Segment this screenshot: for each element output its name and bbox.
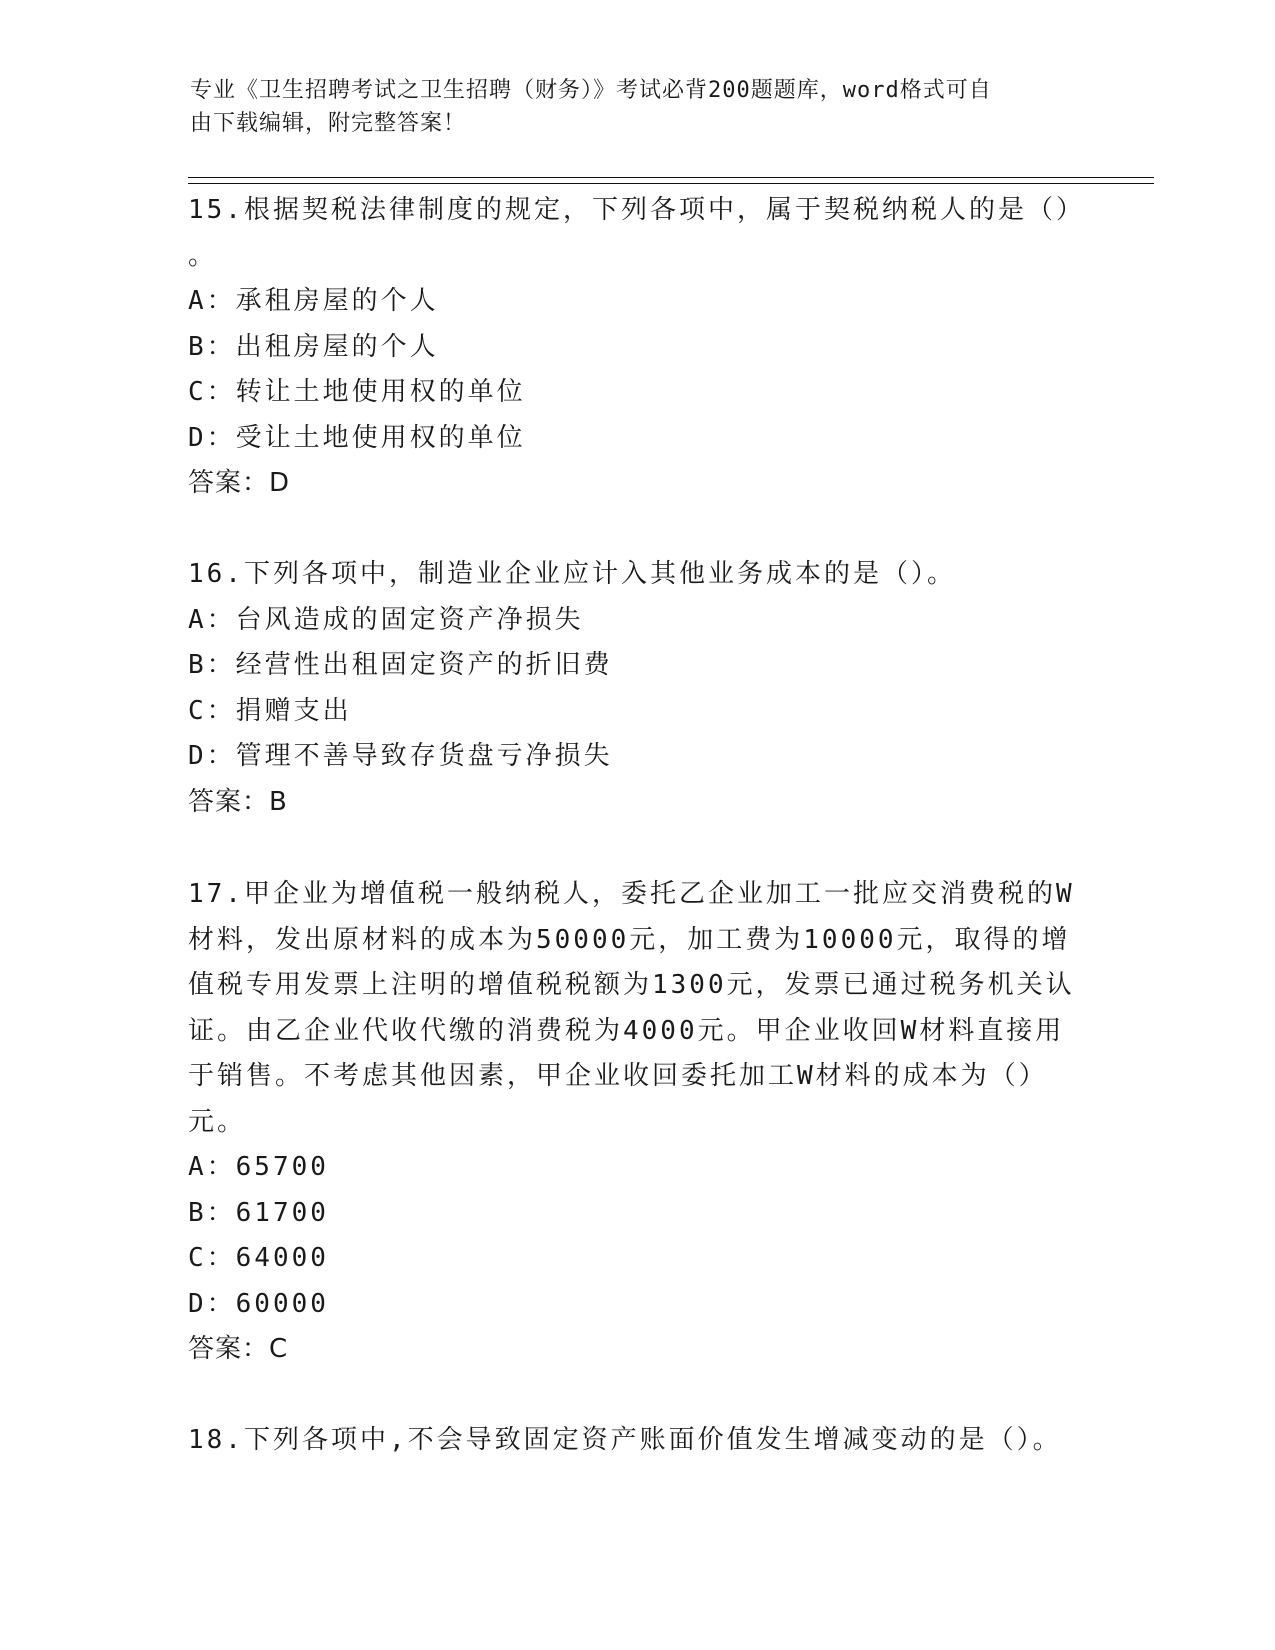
option-d: D：60000 xyxy=(188,1288,329,1319)
header-divider-top xyxy=(188,177,1154,178)
option-a: A：台风造成的固定资产净损失 xyxy=(188,604,584,635)
answer: 答案：D xyxy=(188,468,291,498)
question-stem-line-2: 材料，发出原材料的成本为50000元，加工费为10000元，取得的增 xyxy=(188,924,1071,955)
question-stem: 18.下列各项中,不会导致固定资产账面价值发生增减变动的是（）。 xyxy=(188,1425,1062,1455)
header-line-1: 专业《卫生招聘考试之卫生招聘（财务）》考试必背200题题库，word格式可自 xyxy=(190,78,992,103)
question-stem: 16.下列各项中，制造业企业应计入其他业务成本的是（）。 xyxy=(188,559,956,589)
question-15 xyxy=(188,188,1085,507)
option-c: C：捐赠支出 xyxy=(188,695,352,726)
question-stem: 15.根据契税法律制度的规定，下列各项中，属于契税纳税人的是（） xyxy=(188,195,1085,225)
option-b: B：61700 xyxy=(188,1197,329,1228)
question-stem-line-4: 证。由乙企业代收代缴的消费税为4000元。甲企业收回W材料直接用 xyxy=(188,1015,1065,1046)
option-d: D：管理不善导致存货盘亏净损失 xyxy=(188,741,613,771)
option-a: A：65700 xyxy=(188,1152,329,1182)
option-a: A：承租房屋的个人 xyxy=(188,286,439,316)
option-c: C：64000 xyxy=(188,1243,329,1273)
document-header xyxy=(190,74,1070,140)
question-18 xyxy=(188,1418,1078,1464)
question-stem-continued: 。 xyxy=(188,240,218,271)
option-b: B：出租房屋的个人 xyxy=(188,331,439,362)
question-17 xyxy=(188,872,1078,1373)
question-stem-line-3: 值税专用发票上注明的增值税税额为1300元，发票已通过税务机关认 xyxy=(188,970,1075,1000)
question-stem-line-1: 17.甲企业为增值税一般纳税人，委托乙企业加工一批应交消费税的W xyxy=(188,879,1075,909)
option-b: B：经营性出租固定资产的折旧费 xyxy=(188,650,613,680)
option-c: C：转让土地使用权的单位 xyxy=(188,377,526,407)
header-divider-bottom xyxy=(188,183,1154,184)
question-stem-line-6: 元。 xyxy=(188,1106,247,1137)
option-d: D：受让土地使用权的单位 xyxy=(188,422,526,453)
header-line-2: 由下载编辑，附完整答案！ xyxy=(190,111,467,136)
answer: 答案：C xyxy=(188,1334,289,1364)
question-stem-line-5: 于销售。不考虑其他因素，甲企业收回委托加工W材料的成本为（） xyxy=(188,1061,1048,1091)
answer: 答案：B xyxy=(188,786,288,817)
question-16 xyxy=(188,552,1078,825)
